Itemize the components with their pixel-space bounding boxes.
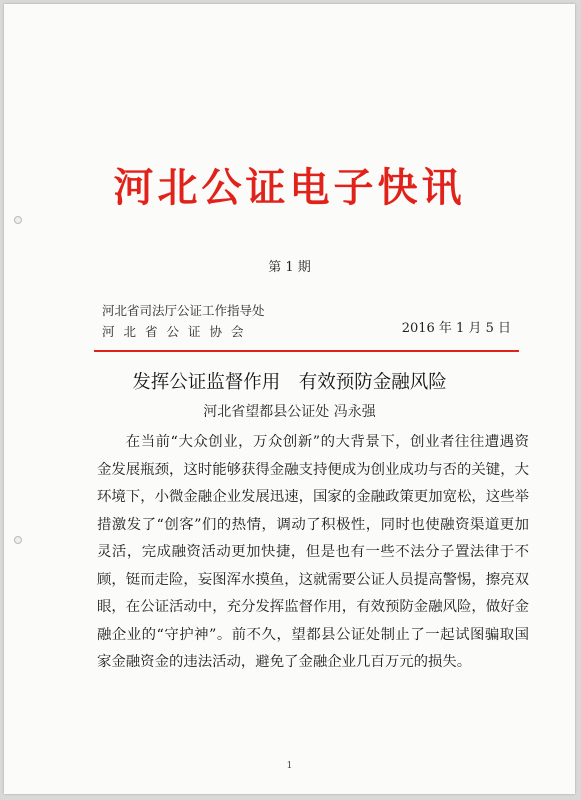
issuer-association: 河北省公证协会: [102, 324, 253, 339]
document-page: [4, 4, 575, 794]
article-byline: 河北省望都县公证处 冯永强: [203, 404, 376, 420]
issuer-department: 河北省司法厅公证工作指导处: [102, 303, 265, 318]
staple-hole: [14, 536, 22, 544]
article-headline: 发挥公证监督作用 有效预防金融风险: [132, 372, 447, 393]
newsletter-title: 河北公证电子快讯: [113, 165, 466, 211]
staple-hole: [14, 216, 22, 224]
issue-date: 2016 年 1 月 5 日: [401, 321, 511, 336]
red-divider: [94, 350, 519, 352]
issue-number: 第 1 期: [268, 260, 311, 275]
article-body: 在当前“大众创业，万众创新”的大背景下，创业者往往遭遇资金发展瓶颈，这时能够获得金融支持便成为创业成功与否的关键，大环境下，小微金融企业发展迅速，国家的金融政策更加宽松，这些举措激发了“创客”们的热情，调动了积极性，同时也使融资渠道更加灵活，完成融资活动更加快捷，但是也有一些不法分子置法律于不顾，铤而走险，妄图浑水摸鱼，这就需要公证人员提高警惕，擦亮双眼，在公证活动中，充分发挥监督作用，有效预防金融风险，做好金融企业的“守护神”。前不久，望都县公证处制止了一起试图骗取国家金融资金的违法活动，避免了金融企业几百万元的损失。: [97, 434, 529, 670]
page-number: 1: [286, 761, 293, 771]
